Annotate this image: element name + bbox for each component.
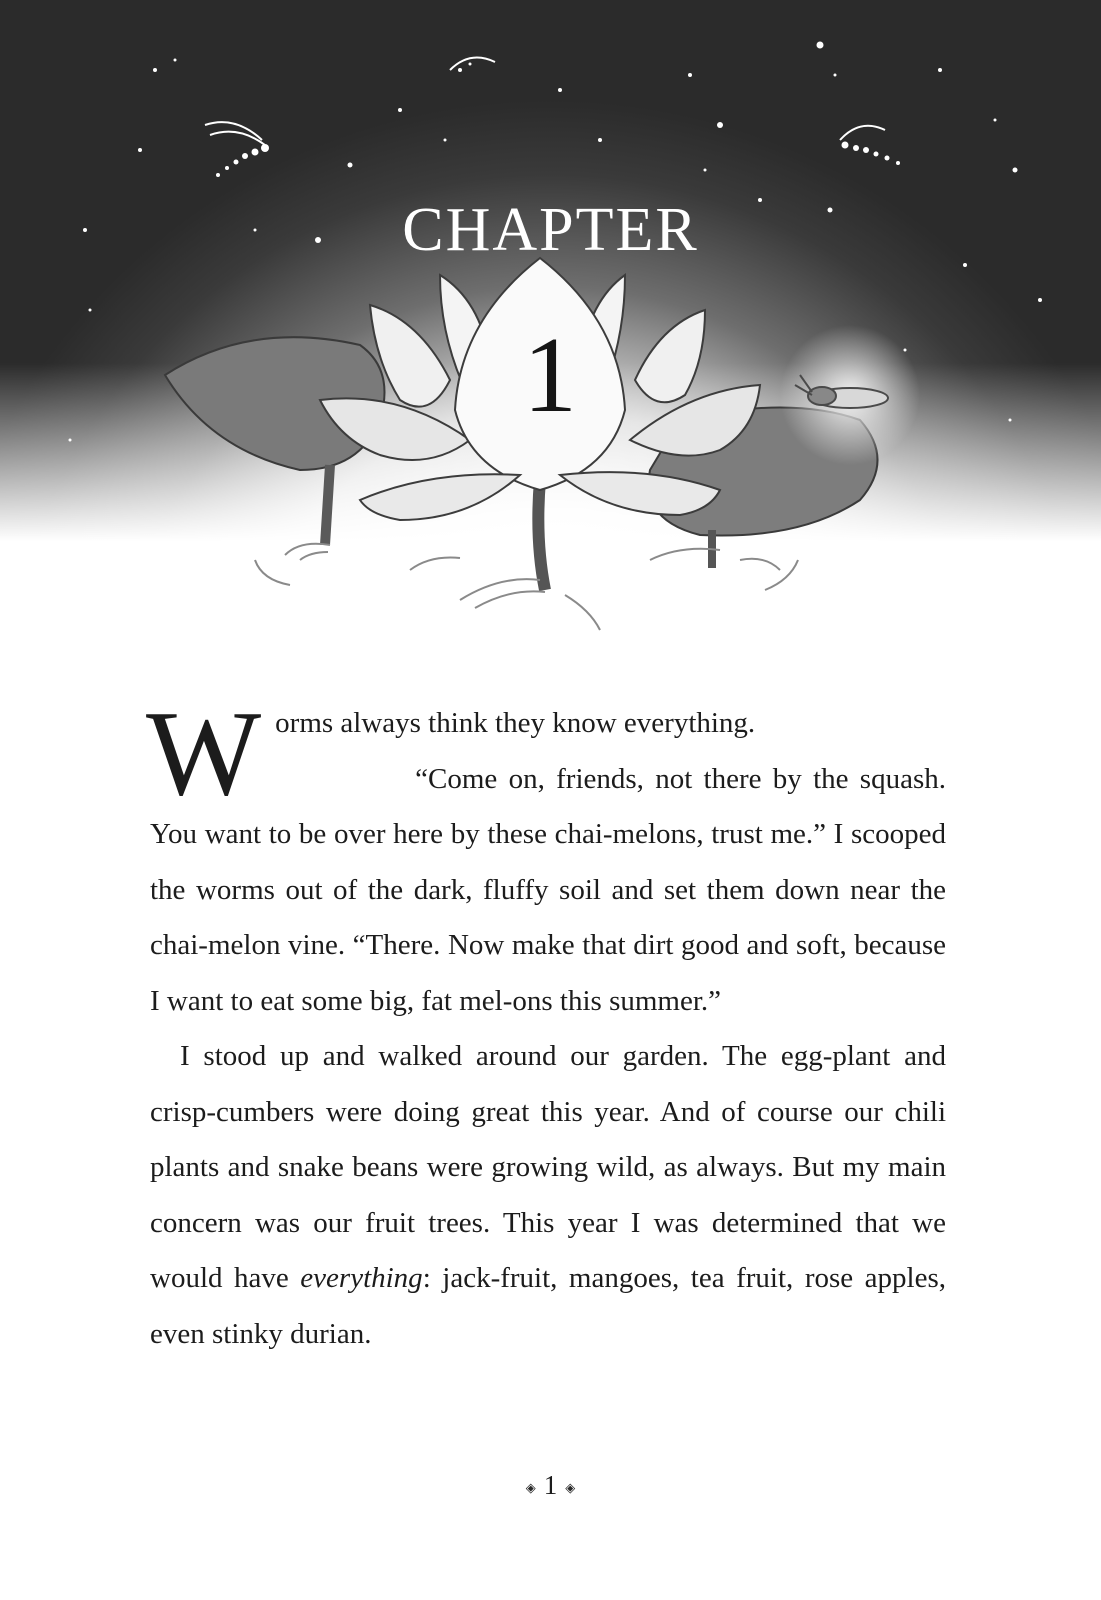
chapter-number: 1 xyxy=(523,316,577,435)
emphasis-word: everything xyxy=(300,1262,423,1294)
page-folio xyxy=(0,1470,1101,1501)
paragraph-2: “Come on, friends, not there by the squash. You want to be over here by these chai-melons, trust me.” I scooped the worms out of the dark, fluffy soil and set them down near the chai-melon vine. “There. Now make that dirt good and soft, because I want to eat some big, fat mel-ons this summer.” xyxy=(150,762,946,1017)
paragraph-3 xyxy=(150,1029,946,1362)
ornament-right-icon: ◈ xyxy=(565,1479,576,1495)
paragraph-3-end: : jack-fruit, mangoes, tea fruit, rose apples, even stinky durian. xyxy=(150,1262,946,1350)
drop-cap: W xyxy=(146,686,262,821)
chapter-illustration xyxy=(0,0,1101,660)
paragraph-1-text: orms always think they know everything. xyxy=(275,707,756,739)
paragraph-1 xyxy=(146,686,946,821)
page-number: 1 xyxy=(543,1470,558,1500)
body-text xyxy=(146,686,946,1362)
paragraph-3-text: I stood up and walked around our garden. The egg-plant and crisp-cumbers were doing great this year. And of course our chili plants and snake beans were growing wild, as always. But my main concern was our fruit trees. This year I was determined that we would have xyxy=(150,1040,946,1294)
chapter-heading: CHAPTER xyxy=(402,196,699,264)
ornament-left-icon: ◈ xyxy=(525,1479,536,1495)
